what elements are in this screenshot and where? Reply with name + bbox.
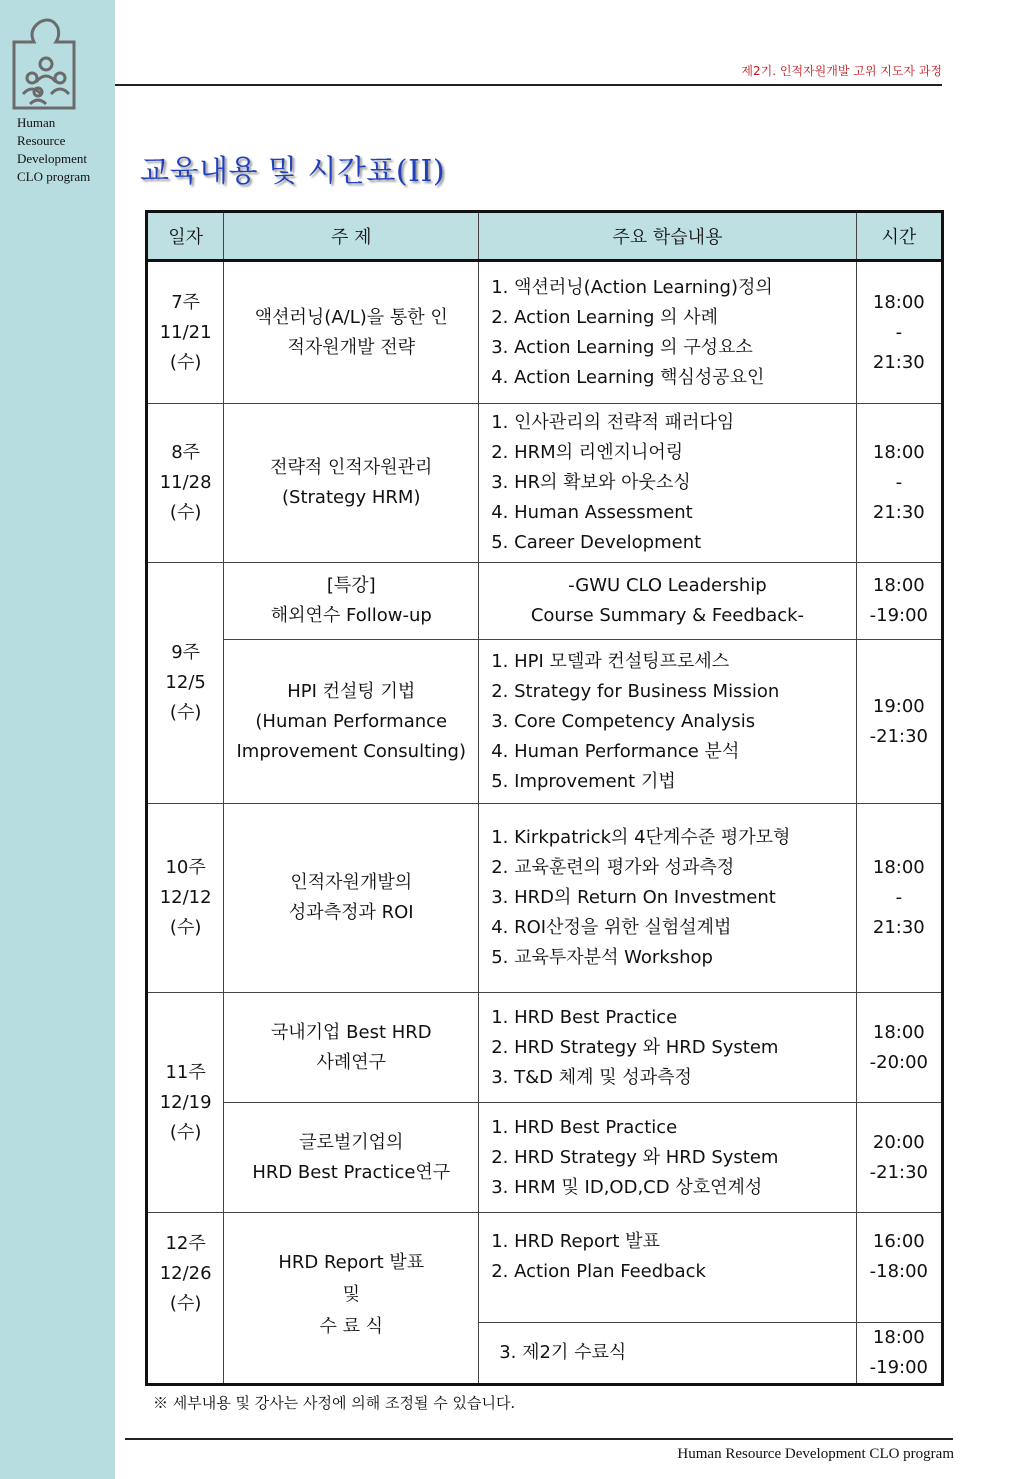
time-line: 18:00: [872, 1327, 925, 1348]
content-item: 2. 교육훈련의 평가와 성과측정: [491, 857, 735, 878]
date-label: 12/19: [159, 1091, 212, 1113]
content-item: 3. Action Learning 의 구성요소: [491, 336, 753, 358]
time-line: 18:00: [872, 575, 925, 596]
topic-line: HPI 컨설팅 기법: [287, 680, 416, 702]
time-cell: [856, 1323, 942, 1385]
content-item: 2. HRD Strategy 와 HRD System: [491, 1036, 779, 1058]
time-line: 16:00: [872, 1231, 925, 1252]
brand-text: [17, 114, 90, 186]
time-cell: [856, 1103, 942, 1213]
time-line: 21:30: [872, 502, 925, 523]
time-line: 18:00: [872, 1021, 925, 1043]
time-cell: [856, 640, 942, 804]
time-line: -21:30: [869, 725, 929, 747]
topic-line: 글로벌기업의: [299, 1131, 404, 1153]
time-cell: [856, 1213, 942, 1323]
content-cell: [479, 1103, 856, 1213]
time-line: -: [895, 321, 903, 343]
topic-line: 해외연수 Follow-up: [270, 605, 432, 626]
content-item: 4. Human Assessment: [491, 502, 693, 523]
time-line: 20:00: [872, 1131, 925, 1153]
content-cell: [479, 993, 856, 1103]
topic-line: 액션러닝(A/L)을 통한 인: [254, 306, 448, 328]
content-cell: [479, 404, 856, 563]
content-item: 2. Strategy for Business Mission: [491, 680, 780, 702]
sidebar: [0, 0, 115, 1479]
content-cell: [479, 1323, 856, 1385]
time-cell: [856, 261, 942, 404]
week-label: 12주: [165, 1233, 206, 1254]
content-item: 1. HRD Best Practice: [491, 1006, 678, 1028]
content-item: 3. 제2기 수료식: [499, 1342, 627, 1363]
header-date: 일자: [147, 212, 224, 261]
week-label: 8주: [171, 442, 201, 463]
topic-cell: [224, 993, 479, 1103]
content-item: 1. Kirkpatrick의 4단계수준 평가모형: [491, 827, 791, 848]
content-item: 3. HRM 및 ID,OD,CD 상호연계성: [491, 1176, 763, 1198]
content-cell: [479, 563, 856, 640]
course-name: 제2기. 인적자원개발 고위 지도자 과정: [741, 64, 942, 78]
content-item: 1. HRD Report 발표: [491, 1231, 660, 1252]
date-cell: [147, 804, 224, 993]
topic-line: 성과측정과 ROI: [288, 902, 414, 923]
footer-text: Human Resource Development CLO program: [677, 1446, 954, 1462]
topic-cell: [224, 563, 479, 640]
week-label: 11주: [165, 1061, 206, 1083]
brand-line: CLO program: [17, 169, 91, 184]
content-item: 5. Career Development: [491, 532, 702, 553]
weekday-label: (수): [169, 917, 202, 938]
table-row: [147, 993, 943, 1103]
content-item: 1. 액션러닝(Action Learning)정의: [491, 276, 773, 298]
topic-line: [특강]: [326, 575, 376, 596]
content-item: 2. HRM의 리엔지니어링: [491, 442, 684, 463]
time-cell: [856, 993, 942, 1103]
content-item: -GWU CLO Leadership: [568, 575, 767, 596]
topic-line: (Human Performance: [255, 710, 448, 732]
time-line: -: [895, 472, 903, 493]
time-line: -19:00: [869, 605, 929, 626]
people-puzzle-logo-icon: [10, 12, 82, 112]
schedule-table: [145, 210, 944, 1386]
content-item: 3. HR의 확보와 아웃소싱: [491, 472, 691, 493]
content-cell: [479, 261, 856, 404]
content-item: 5. 교육투자분석 Workshop: [491, 947, 713, 968]
time-cell: [856, 804, 942, 993]
content-item: 2. Action Learning 의 사례: [491, 306, 718, 328]
footer-divider: [125, 1438, 953, 1440]
date-cell: [147, 404, 224, 563]
header-divider: [115, 84, 942, 86]
content-item: 3. T&D 체계 및 성과측정: [491, 1066, 692, 1088]
topic-line: 전략적 인적자원관리: [270, 457, 433, 478]
topic-line: HRD Report 발표: [278, 1252, 425, 1273]
date-label: 12/26: [159, 1263, 212, 1284]
time-line: -18:00: [869, 1261, 929, 1282]
weekday-label: (수): [169, 1121, 202, 1143]
table-header-row: [147, 212, 943, 261]
time-line: 21:30: [872, 351, 925, 373]
page-title: 교육내용 및 시간표(II): [140, 154, 446, 189]
brand-line: Development: [17, 151, 88, 166]
date-cell: [147, 261, 224, 404]
schedule-note: ※ 세부내용 및 강사는 사정에 의해 조정될 수 있습니다.: [153, 1394, 516, 1412]
time-line: 19:00: [872, 695, 925, 717]
topic-cell: [224, 804, 479, 993]
content-cell: [479, 804, 856, 993]
topic-cell: [224, 640, 479, 804]
table-row: [147, 1103, 943, 1213]
header-time: 시간: [856, 212, 942, 261]
topic-line: 수 료 식: [319, 1316, 384, 1337]
weekday-label: (수): [169, 1293, 202, 1314]
header-topic: 주 제: [224, 212, 479, 261]
topic-line: 인적자원개발의: [290, 872, 413, 893]
weekday-label: (수): [169, 702, 202, 723]
week-label: 9주: [171, 642, 201, 663]
header-content: 주요 학습내용: [479, 212, 856, 261]
week-label: 10주: [165, 857, 206, 878]
content-item: 1. HPI 모델과 컨설팅프로세스: [491, 650, 730, 672]
topic-cell: [224, 261, 479, 404]
date-label: 12/12: [159, 887, 212, 908]
time-line: -: [895, 887, 903, 908]
time-line: 18:00: [872, 291, 925, 313]
content-item: 1. HRD Best Practice: [491, 1116, 678, 1138]
topic-line: 국내기업 Best HRD: [270, 1021, 432, 1043]
time-line: 21:30: [872, 917, 925, 938]
content-cell: [479, 640, 856, 804]
topic-line: 및: [342, 1284, 360, 1305]
topic-line: 적자원개발 전략: [287, 336, 415, 358]
time-line: 18:00: [872, 857, 925, 878]
topic-line: (Strategy HRM): [282, 487, 421, 508]
table-row: [147, 640, 943, 804]
table-row: [147, 804, 943, 993]
time-line: -21:30: [869, 1161, 929, 1183]
date-label: 11/21: [159, 321, 212, 343]
topic-line: 사례연구: [316, 1051, 387, 1073]
date-label: 12/5: [165, 672, 206, 693]
table-row: [147, 261, 943, 404]
time-line: 18:00: [872, 442, 925, 463]
topic-line: HRD Best Practice연구: [252, 1161, 451, 1183]
content-item: 4. Action Learning 핵심성공요인: [491, 366, 765, 388]
brand-line: Human: [17, 115, 56, 130]
content-item: 3. HRD의 Return On Investment: [491, 887, 776, 908]
week-label: 7주: [171, 291, 201, 313]
content-item: 4. ROI산정을 위한 실험설계법: [491, 917, 732, 938]
content-item: 4. Human Performance 분석: [491, 740, 740, 762]
topic-line: Improvement Consulting): [236, 740, 466, 762]
date-cell: [147, 563, 224, 804]
content-item: Course Summary & Feedback-: [530, 605, 805, 626]
content-item: 2. HRD Strategy 와 HRD System: [491, 1146, 779, 1168]
topic-cell: [224, 1103, 479, 1213]
weekday-label: (수): [169, 502, 202, 523]
time-line: -20:00: [869, 1051, 929, 1073]
time-line: -19:00: [869, 1357, 929, 1378]
time-cell: [856, 563, 942, 640]
topic-cell: [224, 404, 479, 563]
topic-cell: [224, 1213, 479, 1385]
date-cell: [147, 1213, 224, 1385]
content-item: 2. Action Plan Feedback: [491, 1261, 706, 1282]
table-row: [147, 1213, 943, 1323]
brand-line: Resource: [17, 133, 66, 148]
date-label: 11/28: [159, 472, 212, 493]
time-cell: [856, 404, 942, 563]
content-cell: [479, 1213, 856, 1323]
table-row: [147, 404, 943, 563]
content-item: 3. Core Competency Analysis: [491, 710, 756, 732]
content-item: 1. 인사관리의 전략적 패러다임: [491, 412, 735, 433]
weekday-label: (수): [169, 351, 202, 373]
date-cell: [147, 993, 224, 1213]
table-row: [147, 563, 943, 640]
content-item: 5. Improvement 기법: [491, 770, 676, 792]
